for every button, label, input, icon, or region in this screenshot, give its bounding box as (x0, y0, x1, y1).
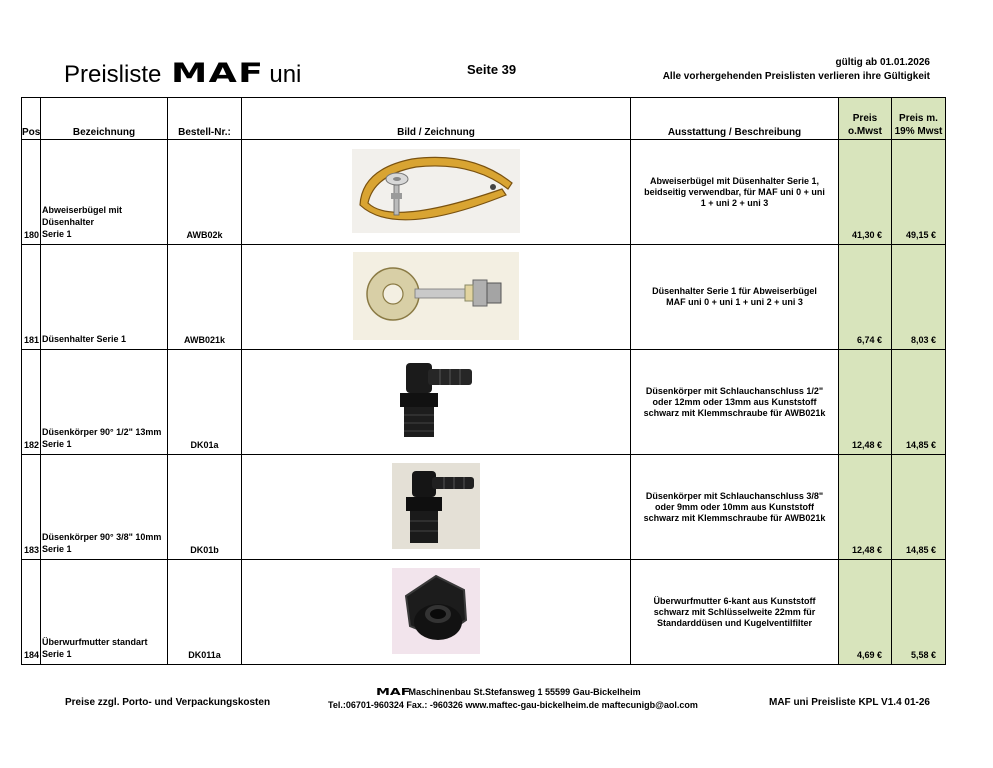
row-price-net: 6,74 € (839, 245, 892, 350)
nozzle-holder-icon (353, 252, 519, 342)
row-order-nr: AWB021k (168, 245, 242, 350)
maf-logo: MAF (171, 58, 265, 89)
footer-contact: Tel.:06701-960324 Fax.: -960326 www.maftec-gau-bickelheim.de maftecunigb@aol.com (328, 700, 698, 710)
col-pos: Pos (22, 98, 41, 140)
row-price-gross: 8,03 € (892, 245, 946, 350)
table-row (22, 350, 946, 455)
nozzle-body-elbow-small-icon (392, 463, 480, 551)
col-price-net (839, 98, 892, 140)
row-pos: 181 (22, 245, 41, 350)
page-title (64, 58, 301, 89)
row-image (242, 560, 631, 665)
row-pos: 183 (22, 455, 41, 560)
row-desc: Düsenhalter Serie 1 für Abweiserbügel MAF uni 0 + uni 1 + uni 2 + uni 3 (631, 245, 839, 350)
row-name (41, 350, 168, 455)
nozzle-body-elbow-icon (394, 359, 478, 445)
row-price-net: 41,30 € (839, 140, 892, 245)
row-desc: Überwurfmutter 6-kant aus Kunststoff schwarz mit Schlüsselweite 22mm für Standarddüsen und Kugelventilfilter (631, 560, 839, 665)
row-desc: Düsenkörper mit Schlauchanschluss 1/2" oder 12mm oder 13mm aus Kunststoff schwarz mit Klemmschraube für AWB021k (631, 350, 839, 455)
row-price-net: 12,48 € (839, 455, 892, 560)
row-name-line1: Düsenhalter Serie 1 (42, 334, 127, 344)
validity-text: Alle vorhergehenden Preislisten verlieren ihre Gültigkeit (662, 71, 930, 82)
page-number: Seite 39 (467, 62, 517, 77)
row-pos: 184 (22, 560, 41, 665)
row-name-line1: Düsenkörper 90° 1/2" 13mm (42, 427, 162, 437)
row-desc: Abweiserbügel mit Düsenhalter Serie 1, beidseitig verwendbar, für MAF uni 0 + uni 1 + uni 2 + uni 3 (631, 140, 839, 245)
row-price-net: 12,48 € (839, 350, 892, 455)
table-row (22, 455, 946, 560)
row-name-line2: Serie 1 (42, 229, 72, 239)
col-price-gross-line1: Preis m. (899, 113, 938, 124)
col-price-gross (892, 98, 946, 140)
valid-from: gültig ab 01.01.2026 (835, 57, 930, 68)
row-name (41, 560, 168, 665)
row-price-gross: 14,85 € (892, 455, 946, 560)
col-price-gross-line2: 19% Mwst (894, 126, 943, 137)
col-desc: Ausstattung / Beschreibung (631, 98, 839, 140)
row-image (242, 455, 631, 560)
row-image (242, 245, 631, 350)
price-table (21, 97, 946, 665)
row-order-nr: DK01b (168, 455, 242, 560)
row-name-line2: Serie 1 (42, 439, 72, 449)
row-name (41, 245, 168, 350)
row-order-nr: DK011a (168, 560, 242, 665)
row-name-line1: Abweiserbügel mit Düsenhalter (42, 205, 123, 227)
col-price-net-line2: o.Mwst (848, 126, 882, 137)
row-name-line2: Serie 1 (42, 544, 72, 554)
footer-version: MAF uni Preisliste KPL V1.4 01-26 (769, 697, 930, 708)
table-row (22, 245, 946, 350)
row-desc: Düsenkörper mit Schlauchanschluss 3/8" oder 9mm oder 10mm aus Kunststoff schwarz mit Klemmschraube für AWB021k (631, 455, 839, 560)
table-row (22, 140, 946, 245)
row-name (41, 455, 168, 560)
title-suffix: uni (269, 61, 302, 88)
col-price-net-line1: Preis (852, 113, 878, 124)
row-name (41, 140, 168, 245)
row-image (242, 350, 631, 455)
footer-address-line1 (328, 686, 698, 699)
row-pos: 182 (22, 350, 41, 455)
row-price-gross: 5,58 € (892, 560, 946, 665)
row-order-nr: AWB02k (168, 140, 242, 245)
row-pos: 180 (22, 140, 41, 245)
table-header-row (22, 98, 946, 140)
row-name-line1: Düsenkörper 90° 3/8" 10mm (42, 532, 162, 542)
hex-union-nut-icon (392, 568, 480, 656)
col-order-nr: Bestell-Nr.: (168, 98, 242, 140)
row-price-gross: 49,15 € (892, 140, 946, 245)
row-price-gross: 14,85 € (892, 350, 946, 455)
row-name-line1: Überwurfmutter standart Serie 1 (42, 637, 148, 659)
col-name: Bezeichnung (41, 98, 168, 140)
footer-address-text: Maschinenbau St.Stefansweg 1 55599 Gau-Bickelheim (408, 687, 641, 697)
row-order-nr: DK01a (168, 350, 242, 455)
validity-note (663, 56, 930, 84)
footer-maf-logo: MAF (376, 687, 411, 698)
footer-shipping-note: Preise zzgl. Porto- und Verpackungskosten (65, 697, 271, 708)
footer-address (328, 686, 698, 712)
row-price-net: 4,69 € (839, 560, 892, 665)
deflector-bracket-icon (352, 149, 520, 235)
col-image: Bild / Zeichnung (242, 98, 631, 140)
table-row (22, 560, 946, 665)
row-image (242, 140, 631, 245)
title-prefix: Preisliste (64, 61, 162, 88)
